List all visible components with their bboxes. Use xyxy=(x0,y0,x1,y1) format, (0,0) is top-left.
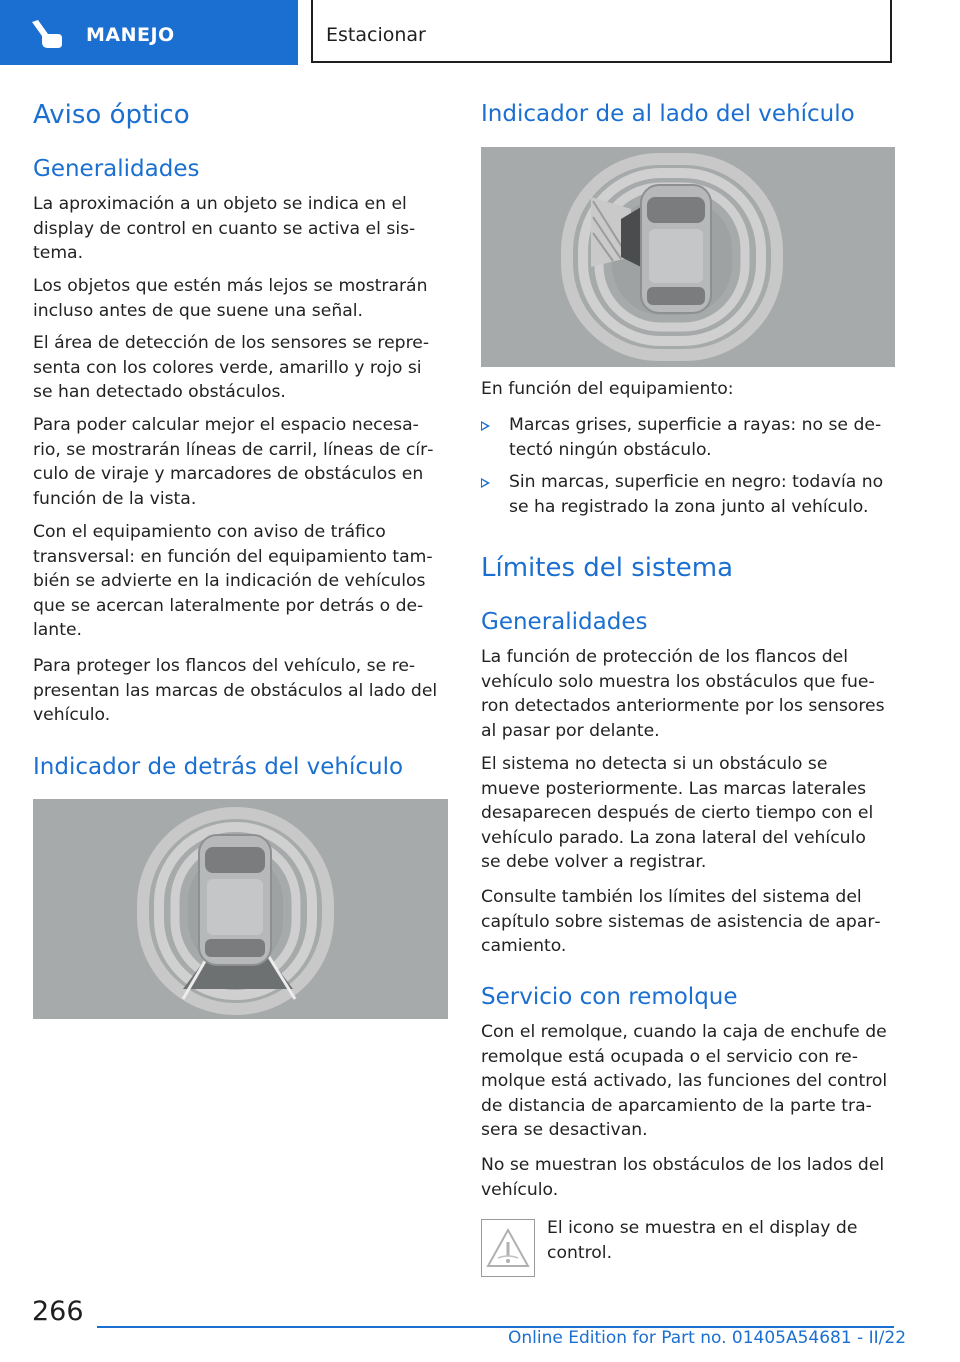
subheading-generalidades: Generalidades xyxy=(33,156,200,182)
bullet-triangle-icon xyxy=(481,421,490,431)
paragraph: El sistema no detecta si un obstáculo se mueve posteriormente. Las marcas laterales desaparecen después de cierto tiempo con el vehículo parado. La zona lateral del vehículo se debe volver a registrar. xyxy=(481,754,874,872)
subheading-indicador-detras: Indicador de detrás del vehículo xyxy=(33,754,404,780)
parking-side-illustration xyxy=(481,147,895,367)
chapter-title: MANEJO xyxy=(86,24,175,46)
subheading-indicador-lado: Indicador de al lado del vehículo xyxy=(481,101,855,127)
rear-view-figure xyxy=(33,799,448,1019)
section-header xyxy=(311,0,892,63)
side-view-figure xyxy=(481,147,895,367)
paragraph: No se muestran los obstáculos de los lados del vehículo. xyxy=(481,1155,885,1200)
heading-limites: Límites del sistema xyxy=(481,553,734,583)
parking-warning-icon xyxy=(482,1220,534,1276)
subheading-servicio-remolque: Servicio con remolque xyxy=(481,984,738,1010)
paragraph: El área de detección de los sensores se repre‐ senta con los colores verde, amarillo y rojo si se han detectado obstáculos. xyxy=(33,333,430,402)
paragraph: Para proteger los flancos del vehículo, se re‐ presentan las marcas de obstáculos al lado del vehículo. xyxy=(33,656,438,725)
hand-pointer-icon xyxy=(28,18,64,50)
paragraph: El icono se muestra en el display de control. xyxy=(547,1218,858,1263)
footer-edition: Online Edition for Part no. 01405A54681 - II/22 xyxy=(508,1328,907,1348)
paragraph: Los objetos que estén más lejos se mostrarán incluso antes de que suene una señal. xyxy=(33,276,428,321)
paragraph: La aproximación a un objeto se indica en el display de control en cuanto se activa el sis‐ tema. xyxy=(33,194,416,263)
section-title: Estacionar xyxy=(326,24,426,46)
paragraph: Para poder calcular mejor el espacio necesa‐ rio, se mostrarán líneas de carril, líneas de cír‐ culo de viraje y marcadores de obstáculos en función de la vista. xyxy=(33,415,434,509)
paragraph: Con el equipamiento con aviso de tráfico transversal: en función del equipamiento tam‐ bién se advierte en la indicación de vehículos que se acercan lateralmente por detrás o de‐ lante. xyxy=(33,522,433,640)
parking-rear-illustration xyxy=(33,799,448,1019)
chapter-tab xyxy=(0,0,298,65)
paragraph: Con el remolque, cuando la caja de enchufe de remolque está ocupada o el servicio con re‐ molque está activado, las funciones del control de distancia de aparcamiento de la parte tra‐ sera se desactivan. xyxy=(481,1022,888,1140)
heading-aviso-optico: Aviso óptico xyxy=(33,100,190,130)
subheading-generalidades-2: Generalidades xyxy=(481,609,648,635)
paragraph: Consulte también los límites del sistema del capítulo sobre sistemas de asistencia de apar‐ camiento. xyxy=(481,887,881,956)
bullet-triangle-icon xyxy=(481,478,490,488)
paragraph: En función del equipamiento: xyxy=(481,379,734,399)
warning-icon-box xyxy=(481,1219,535,1277)
paragraph: La función de protección de los flancos del vehículo solo muestra los obstáculos que fue‐ ron detectados anteriormente por los sensores al pasar por delante. xyxy=(481,647,885,741)
page-number: 266 xyxy=(32,1296,84,1327)
